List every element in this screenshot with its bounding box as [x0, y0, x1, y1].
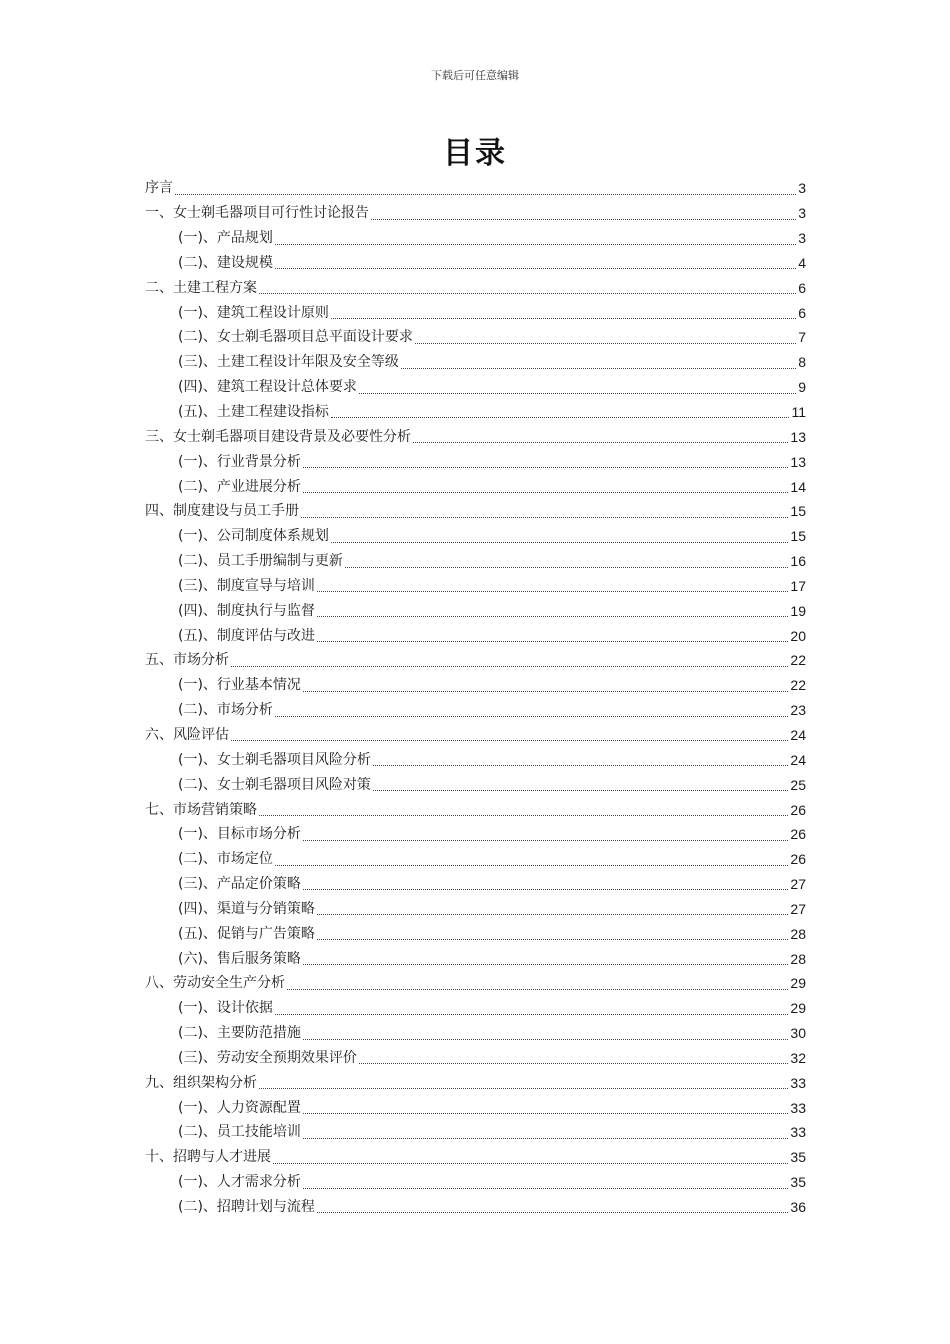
toc-entry[interactable] — [145, 176, 806, 201]
toc-entry-label: 四、制度建设与员工手册 — [145, 503, 299, 520]
toc-entry-label: 八、劳动安全生产分析 — [145, 975, 285, 992]
toc-dot-leader — [415, 343, 796, 344]
toc-entry[interactable] — [145, 698, 806, 723]
toc-entry-page: 25 — [790, 776, 806, 793]
toc-entry[interactable] — [145, 1120, 806, 1145]
toc-entry[interactable] — [145, 996, 806, 1021]
toc-dot-leader — [231, 666, 788, 667]
toc-entry-page: 11 — [791, 404, 806, 421]
toc-entry-page: 28 — [790, 925, 806, 942]
toc-dot-leader — [359, 393, 796, 394]
toc-entry[interactable] — [145, 598, 806, 623]
toc-entry-page: 27 — [790, 876, 806, 893]
toc-entry[interactable] — [145, 946, 806, 971]
toc-dot-leader — [317, 939, 788, 940]
toc-entry-page: 4 — [798, 254, 806, 271]
toc-dot-leader — [259, 1088, 788, 1089]
toc-dot-leader — [273, 1163, 788, 1164]
toc-entry[interactable] — [145, 896, 806, 921]
toc-entry[interactable] — [145, 325, 806, 350]
toc-entry-label: (三)、土建工程设计年限及安全等级 — [178, 354, 399, 371]
toc-entry-label: 十、招聘与人才进展 — [145, 1149, 271, 1166]
toc-entry-page: 36 — [790, 1199, 806, 1216]
toc-entry-page: 14 — [790, 478, 806, 495]
toc-entry[interactable] — [145, 921, 806, 946]
toc-entry-label: (二)、市场分析 — [178, 702, 273, 719]
toc-entry[interactable] — [145, 300, 806, 325]
toc-entry-page: 30 — [790, 1025, 806, 1042]
toc-entry[interactable] — [145, 1095, 806, 1120]
toc-entry[interactable] — [145, 524, 806, 549]
toc-dot-leader — [371, 219, 796, 220]
toc-entry[interactable] — [145, 1195, 806, 1220]
toc-entry-label: (二)、主要防范措施 — [178, 1025, 301, 1042]
toc-entry-label: (二)、员工手册编制与更新 — [178, 553, 343, 570]
toc-entry-label: (四)、建筑工程设计总体要求 — [178, 379, 357, 396]
toc-entry-label: (二)、建设规模 — [178, 254, 273, 271]
toc-dot-leader — [303, 467, 788, 468]
toc-entry-page: 3 — [798, 230, 806, 247]
toc-entry-label: 六、风险评估 — [145, 726, 229, 743]
toc-dot-leader — [175, 194, 796, 195]
toc-entry[interactable] — [145, 499, 806, 524]
toc-dot-leader — [401, 368, 796, 369]
toc-entry-label: (一)、人才需求分析 — [178, 1174, 301, 1191]
toc-entry-page: 17 — [790, 577, 806, 594]
toc-entry[interactable] — [145, 723, 806, 748]
toc-dot-leader — [259, 293, 796, 294]
toc-entry-label: 一、女士剃毛器项目可行性讨论报告 — [145, 205, 369, 222]
toc-entry-label: (二)、市场定位 — [178, 851, 273, 868]
toc-dot-leader — [303, 1039, 788, 1040]
toc-dot-leader — [275, 1014, 788, 1015]
toc-dot-leader — [317, 616, 788, 617]
toc-entry-page: 24 — [790, 726, 806, 743]
toc-entry[interactable] — [145, 1021, 806, 1046]
toc-dot-leader — [345, 567, 788, 568]
toc-entry-page: 22 — [790, 652, 806, 669]
toc-entry-label: (一)、建筑工程设计原则 — [178, 304, 329, 321]
toc-entry[interactable] — [145, 1145, 806, 1170]
toc-entry-label: (一)、行业基本情况 — [178, 677, 301, 694]
toc-entry-page: 20 — [790, 627, 806, 644]
toc-entry-page: 9 — [798, 379, 806, 396]
toc-entry-label: (一)、女士剃毛器项目风险分析 — [178, 751, 371, 768]
toc-dot-leader — [303, 889, 788, 890]
toc-entry-label: 三、女士剃毛器项目建设背景及必要性分析 — [145, 428, 411, 445]
toc-dot-leader — [275, 865, 788, 866]
toc-entry[interactable] — [145, 623, 806, 648]
toc-entry[interactable] — [145, 424, 806, 449]
toc-entry-label: (六)、售后服务策略 — [178, 950, 301, 967]
toc-entry-label: 九、组织架构分析 — [145, 1074, 257, 1091]
toc-entry[interactable] — [145, 822, 806, 847]
toc-dot-leader — [303, 840, 788, 841]
toc-dot-leader — [303, 964, 788, 965]
toc-entry-page: 19 — [790, 602, 806, 619]
toc-entry-label: (一)、目标市场分析 — [178, 826, 301, 843]
toc-entry-page: 32 — [790, 1049, 806, 1066]
toc-dot-leader — [303, 691, 788, 692]
toc-dot-leader — [317, 914, 788, 915]
toc-entry-page: 28 — [790, 950, 806, 967]
toc-dot-leader — [331, 417, 790, 418]
toc-entry-page: 33 — [790, 1074, 806, 1091]
toc-entry-page: 27 — [790, 900, 806, 917]
table-of-contents — [145, 176, 806, 1219]
toc-entry-label: (一)、产品规划 — [178, 230, 273, 247]
toc-entry-page: 16 — [790, 553, 806, 570]
toc-dot-leader — [275, 268, 796, 269]
toc-entry[interactable] — [145, 797, 806, 822]
toc-entry[interactable] — [145, 574, 806, 599]
toc-entry-label: (三)、劳动安全预期效果评价 — [178, 1049, 357, 1066]
toc-dot-leader — [287, 989, 788, 990]
toc-entry-label: (二)、招聘计划与流程 — [178, 1199, 315, 1216]
toc-entry[interactable] — [145, 549, 806, 574]
toc-dot-leader — [317, 591, 788, 592]
toc-entry-label: (二)、女士剃毛器项目风险对策 — [178, 776, 371, 793]
toc-entry-page: 33 — [790, 1124, 806, 1141]
toc-entry-label: (四)、渠道与分销策略 — [178, 900, 315, 917]
toc-dot-leader — [317, 1212, 788, 1213]
page-header: 下载后可任意编辑 — [431, 69, 519, 82]
toc-entry-page: 15 — [790, 503, 806, 520]
toc-entry-page: 24 — [790, 751, 806, 768]
toc-entry-label: 序言 — [145, 180, 173, 197]
toc-entry[interactable] — [145, 201, 806, 226]
toc-entry[interactable] — [145, 474, 806, 499]
toc-entry-label: (一)、人力资源配置 — [178, 1099, 301, 1116]
toc-entry[interactable] — [145, 747, 806, 772]
toc-entry-page: 13 — [790, 428, 806, 445]
toc-entry-page: 23 — [790, 702, 806, 719]
toc-dot-leader — [301, 517, 788, 518]
toc-entry-page: 35 — [790, 1149, 806, 1166]
toc-entry[interactable] — [145, 1046, 806, 1071]
toc-dot-leader — [303, 1138, 788, 1139]
toc-entry[interactable] — [145, 971, 806, 996]
toc-entry-label: (四)、制度执行与监督 — [178, 602, 315, 619]
toc-entry[interactable] — [145, 251, 806, 276]
toc-entry-label: (一)、行业背景分析 — [178, 453, 301, 470]
toc-entry-page: 26 — [790, 851, 806, 868]
toc-entry-page: 7 — [798, 329, 806, 346]
toc-dot-leader — [359, 1063, 788, 1064]
toc-dot-leader — [275, 716, 788, 717]
toc-entry[interactable] — [145, 648, 806, 673]
toc-dot-leader — [303, 1188, 788, 1189]
toc-entry-label: (二)、员工技能培训 — [178, 1124, 301, 1141]
toc-entry[interactable] — [145, 872, 806, 897]
toc-entry[interactable] — [145, 1170, 806, 1195]
toc-entry-page: 6 — [798, 304, 806, 321]
toc-entry-page: 22 — [790, 677, 806, 694]
toc-entry-label: (五)、制度评估与改进 — [178, 627, 315, 644]
page-title: 目录 — [443, 136, 507, 171]
toc-entry-label: (一)、设计依据 — [178, 1000, 273, 1017]
toc-entry-label: (三)、制度宣导与培训 — [178, 577, 315, 594]
toc-entry-page: 29 — [790, 975, 806, 992]
toc-dot-leader — [303, 492, 788, 493]
toc-dot-leader — [331, 318, 796, 319]
toc-entry[interactable] — [145, 847, 806, 872]
toc-entry-page: 33 — [790, 1099, 806, 1116]
toc-entry-label: (三)、产品定价策略 — [178, 876, 301, 893]
toc-entry-label: 二、土建工程方案 — [145, 279, 257, 296]
toc-entry[interactable] — [145, 772, 806, 797]
toc-entry-page: 26 — [790, 826, 806, 843]
toc-dot-leader — [259, 815, 788, 816]
toc-entry[interactable] — [145, 1070, 806, 1095]
toc-entry[interactable] — [145, 350, 806, 375]
toc-entry-label: (一)、公司制度体系规划 — [178, 528, 329, 545]
toc-entry-label: 五、市场分析 — [145, 652, 229, 669]
toc-entry-label: (二)、产业进展分析 — [178, 478, 301, 495]
toc-entry-page: 6 — [798, 279, 806, 296]
toc-dot-leader — [373, 765, 788, 766]
toc-entry-page: 3 — [798, 180, 806, 197]
toc-entry-page: 13 — [790, 453, 806, 470]
toc-entry-page: 8 — [798, 354, 806, 371]
toc-entry[interactable] — [145, 449, 806, 474]
toc-entry[interactable] — [145, 375, 806, 400]
toc-entry-label: (二)、女士剃毛器项目总平面设计要求 — [178, 329, 413, 346]
toc-entry-page: 3 — [798, 205, 806, 222]
toc-entry-page: 15 — [790, 528, 806, 545]
toc-dot-leader — [275, 244, 796, 245]
toc-entry[interactable] — [145, 673, 806, 698]
toc-entry-page: 29 — [790, 1000, 806, 1017]
toc-entry[interactable] — [145, 226, 806, 251]
toc-dot-leader — [303, 1113, 788, 1114]
toc-entry-page: 26 — [790, 801, 806, 818]
toc-entry[interactable] — [145, 400, 806, 425]
toc-entry-label: 七、市场营销策略 — [145, 801, 257, 818]
toc-dot-leader — [413, 442, 788, 443]
toc-entry-label: (五)、土建工程建设指标 — [178, 404, 329, 421]
toc-dot-leader — [373, 790, 788, 791]
toc-dot-leader — [317, 641, 788, 642]
toc-entry-page: 35 — [790, 1174, 806, 1191]
toc-dot-leader — [331, 542, 788, 543]
toc-entry[interactable] — [145, 275, 806, 300]
toc-dot-leader — [231, 740, 788, 741]
toc-entry-label: (五)、促销与广告策略 — [178, 925, 315, 942]
